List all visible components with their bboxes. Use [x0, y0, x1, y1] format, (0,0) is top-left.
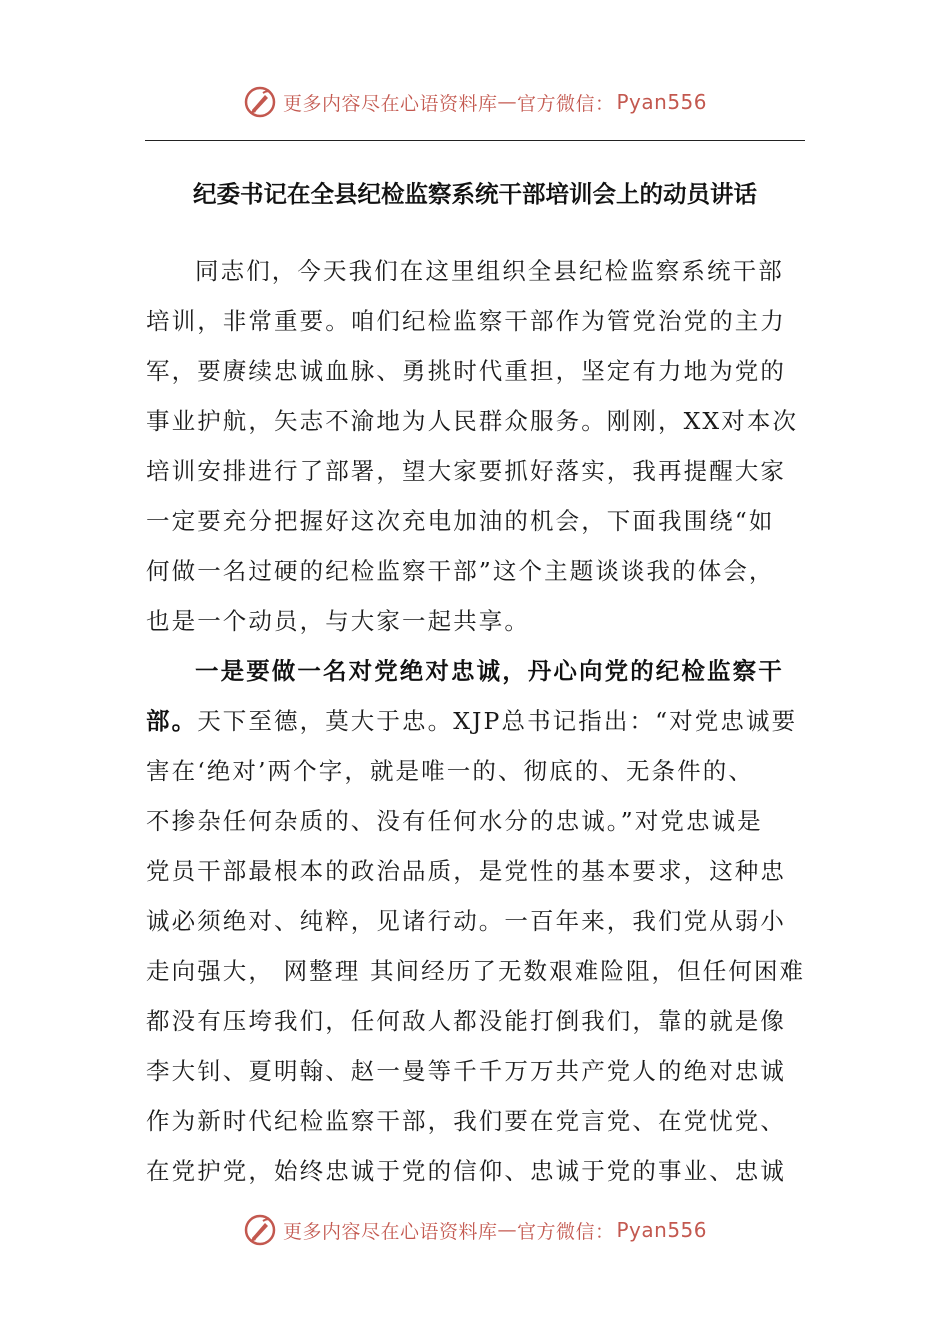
body-line: 作为新时代纪检监察干部，我们要在党言党、在党忧党、 [146, 1107, 786, 1135]
banner-text: 更多内容尽在心语资料库 [282, 92, 498, 115]
banner-wechat-id: Pyan556 [616, 90, 708, 114]
section-heading [195, 653, 784, 689]
body-line-text: 天下至德，莫大于忠。XJP总书记指出：“对党忠诚要 [197, 707, 798, 735]
body-line: 诚必须绝对、纯粹，见诸行动。一百年来，我们党从弱小 [146, 907, 786, 935]
body-line: 也是一个动员，与大家一起共享。 [146, 607, 530, 635]
document-title: 纪委书记在全县纪检监察系统干部培训会上的动员讲话 [193, 180, 757, 208]
body-line: 走向强大， 网整理 其间经历了无数艰难险阻，但任何困难 [146, 957, 806, 985]
body-line: 害在‘绝对’两个字，就是唯一的、彻底的、无条件的、 [146, 757, 754, 785]
body-line [146, 703, 797, 739]
body-line: 不掺杂任何杂质的、没有任何水分的忠诚。”对党忠诚是 [146, 807, 763, 835]
banner-dash: — [497, 1219, 517, 1241]
body-line: 一定要充分把握好这次充电加油的机会，下面我围绕“如 [146, 507, 775, 535]
body-line: 党员干部最根本的政治品质，是党性的基本要求，这种忠 [146, 857, 786, 885]
body-line: 事业护航，矢志不渝地为人民群众服务。刚刚，XX对本次 [146, 407, 799, 435]
banner-dash: — [497, 91, 517, 113]
section-heading-end: 部。 [146, 707, 198, 735]
pen-logo-icon [243, 85, 277, 119]
body-line: 何做一名过硬的纪检监察干部”这个主题谈谈我的体会， [146, 557, 775, 585]
footer-banner [0, 1210, 950, 1250]
body-line: 在党护党，始终忠诚于党的信仰、忠诚于党的事业、忠诚 [146, 1157, 786, 1185]
body-line: 培训，非常重要。咱们纪检监察干部作为管党治党的主力 [146, 307, 786, 335]
banner-text: 更多内容尽在心语资料库 [282, 1220, 498, 1243]
header-banner [0, 82, 950, 122]
section-heading-text: 一是要做一名对党绝对忠诚，丹心向党的纪检监察干 [195, 657, 784, 685]
body-line: 军，要赓续忠诚血脉、勇挑时代重担，坚定有力地为党的 [146, 357, 786, 385]
banner-label: 官方微信： [516, 1220, 615, 1243]
pen-logo-icon [243, 1213, 277, 1247]
body-line: 培训安排进行了部署，望大家要抓好落实，我再提醒大家 [146, 457, 786, 485]
body-line: 李大钊、夏明翰、赵一曼等千千万万共产党人的绝对忠诚 [146, 1057, 786, 1085]
header-divider [145, 140, 805, 141]
body-line: 同志们，今天我们在这里组织全县纪检监察系统干部 [195, 257, 784, 285]
banner-wechat-id: Pyan556 [616, 1218, 708, 1242]
body-line: 都没有压垮我们，任何敌人都没能打倒我们，靠的就是像 [146, 1007, 786, 1035]
banner-label: 官方微信： [516, 92, 615, 115]
